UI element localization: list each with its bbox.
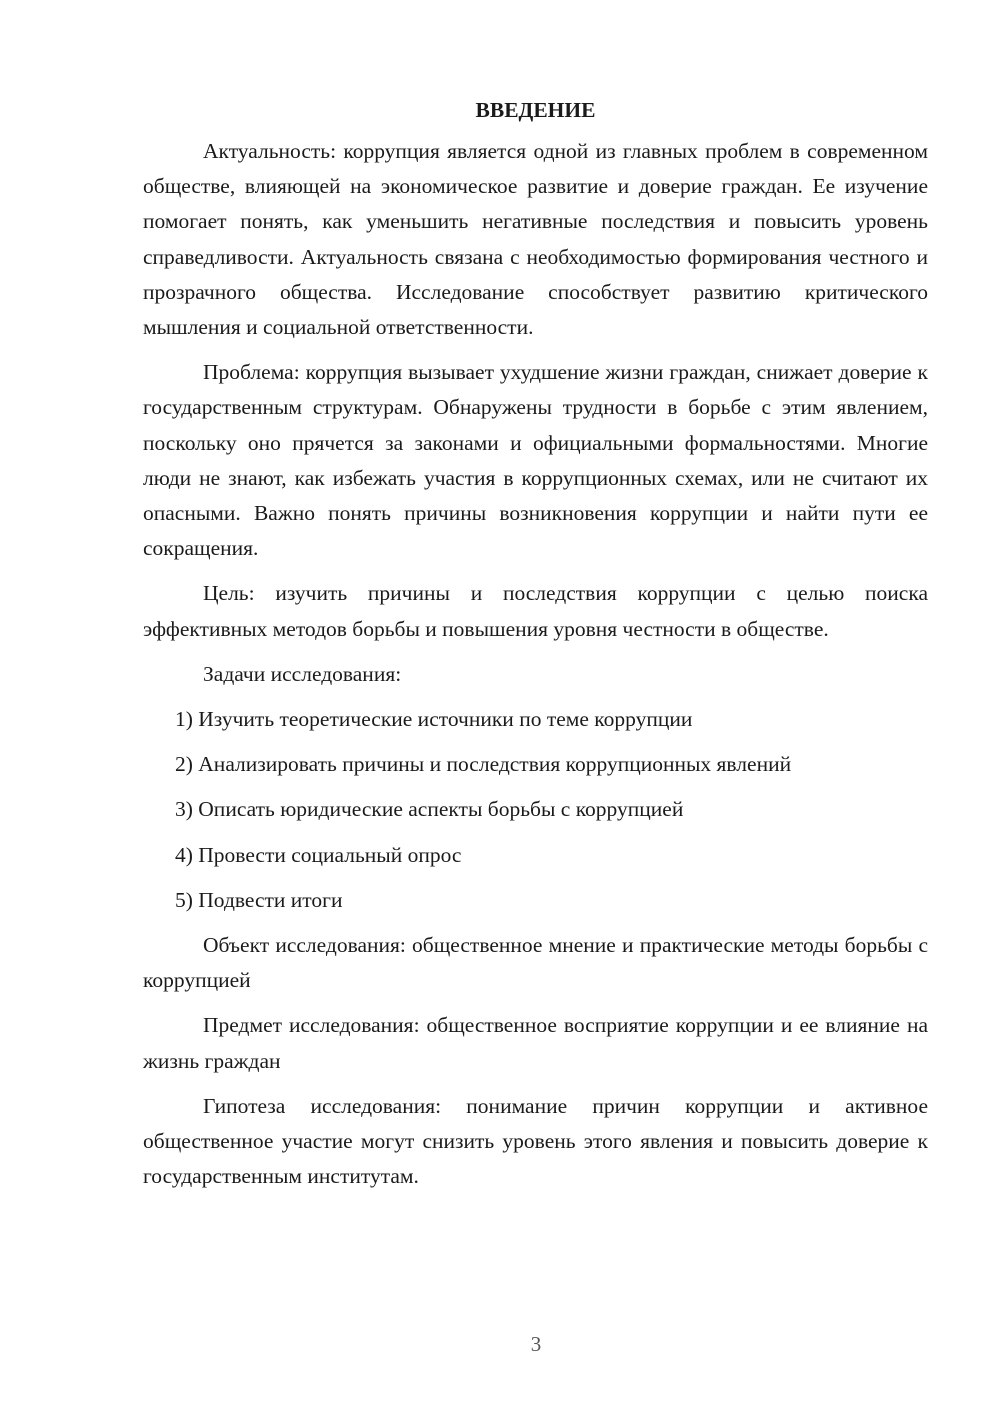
list-item: 4) Провести социальный опрос xyxy=(175,842,462,867)
list-item: 1) Изучить теоретические источники по теме коррупции xyxy=(175,707,693,732)
paragraph-object: Объект исследования: общественное мнение и практические методы борьбы с коррупцией xyxy=(143,933,928,993)
paragraph-subject: Предмет исследования: общественное восприятие коррупции и ее влияние на жизнь граждан xyxy=(143,1013,928,1073)
paragraph-relevance: Актуальность: коррупция является одной из главных проблем в современном обществе, влияющей на экономическое развитие и доверие граждан. Ее изучение помогает понять, как уменьшить негативные последствия и повысить уровень справедливости. Актуальность связана с необходимостью формирования честного и прозрачного общества. Исследование способствует развитию критического мышления и социальной ответственности. xyxy=(143,139,928,340)
tasks-heading: Задачи исследования: xyxy=(203,661,402,686)
list-item: 2) Анализировать причины и последствия коррупционных явлений xyxy=(175,752,792,777)
list-item: 5) Подвести итоги xyxy=(175,887,343,912)
document-page xyxy=(143,92,928,1204)
page-title: ВВЕДЕНИЕ xyxy=(475,98,596,122)
tasks-list xyxy=(143,702,928,918)
paragraph-problem: Проблема: коррупция вызывает ухудшение жизни граждан, снижает доверие к государственным структурам. Обнаружены трудности в борьбе с этим явлением, поскольку оно прячется за законами и официальными формальностями. Многие люди не знают, как избежать участия в коррупционных схемах, или не считают их опасными. Важно понять причины возникновения коррупции и найти пути ее сокращения. xyxy=(143,360,928,561)
list-item: 3) Описать юридические аспекты борьбы с коррупцией xyxy=(175,797,684,822)
page-number: 3 xyxy=(530,1332,542,1356)
paragraph-goal: Цель: изучить причины и последствия коррупции с целью поиска эффективных методов борьбы и повышения уровня честности в обществе. xyxy=(143,581,928,641)
paragraph-hypothesis: Гипотеза исследования: понимание причин коррупции и активное общественное участие могут снизить уровень этого явления и повысить доверие к государственным институтам. xyxy=(143,1093,928,1189)
